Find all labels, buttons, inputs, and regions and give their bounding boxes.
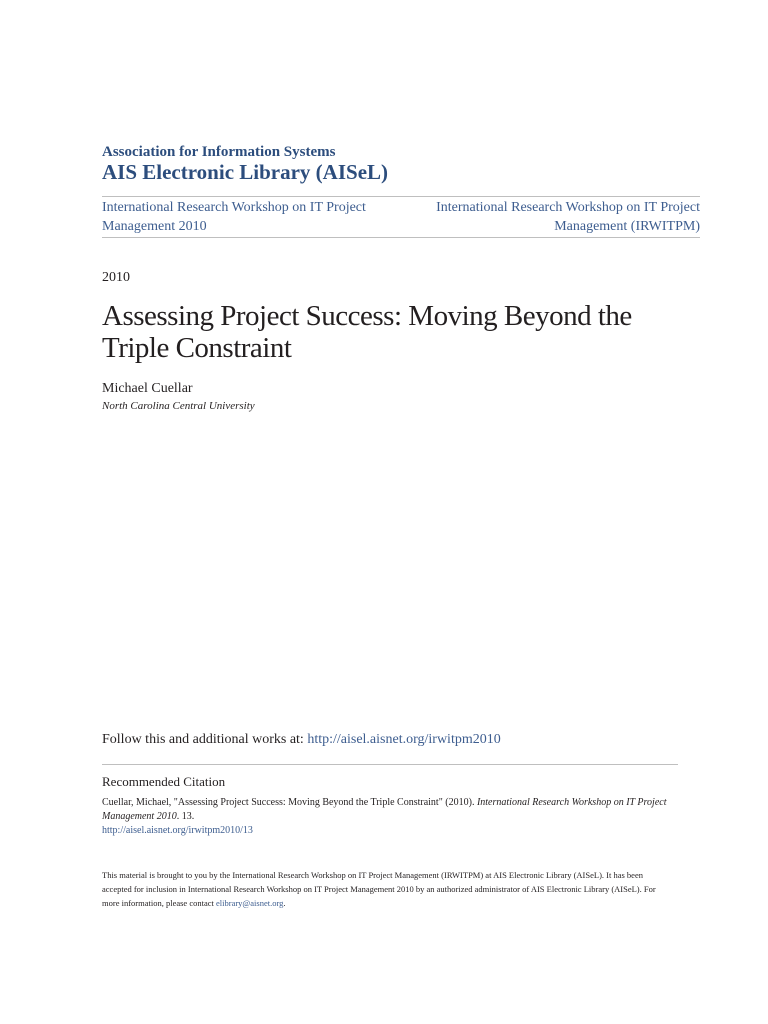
follow-line bbox=[102, 732, 501, 748]
paper-title-line2: Triple Constraint bbox=[102, 332, 292, 364]
citation-divider bbox=[102, 764, 678, 765]
organization-name: Association for Information Systems bbox=[102, 144, 336, 160]
follow-url-link[interactable]: http://aisel.aisnet.org/irwitpm2010 bbox=[307, 732, 501, 747]
follow-text: Follow this and additional works at: bbox=[102, 732, 308, 747]
contact-email-link[interactable]: elibrary@aisnet.org bbox=[216, 898, 284, 908]
author-name: Michael Cuellar bbox=[102, 381, 193, 396]
citation-body bbox=[102, 796, 672, 838]
collection-link-left[interactable] bbox=[102, 198, 402, 236]
citation-suffix: . 13. bbox=[176, 811, 195, 822]
library-name-link[interactable]: AIS Electronic Library (AISeL) bbox=[102, 160, 389, 184]
collections-divider bbox=[102, 237, 700, 238]
publication-year: 2010 bbox=[102, 270, 130, 285]
citation-url-link[interactable]: http://aisel.aisnet.org/irwitpm2010/13 bbox=[102, 825, 253, 836]
paper-title bbox=[102, 300, 662, 364]
top-divider bbox=[102, 196, 700, 197]
collection-right-line2[interactable]: Management (IRWITPM) bbox=[554, 219, 700, 234]
author-affiliation: North Carolina Central University bbox=[102, 400, 255, 412]
paper-title-line1: Assessing Project Success: Moving Beyond the bbox=[102, 300, 632, 332]
access-notice bbox=[102, 868, 672, 910]
citation-heading: Recommended Citation bbox=[102, 774, 226, 789]
collection-link-right[interactable] bbox=[400, 198, 700, 236]
citation-venue: International Research Workshop on IT Project Management 2010 bbox=[102, 797, 667, 822]
collection-left-line1[interactable]: International Research Workshop on IT Project bbox=[102, 200, 366, 215]
citation-text: Cuellar, Michael, "Assessing Project Success: Moving Beyond the Triple Constraint" (2010). bbox=[102, 797, 477, 808]
notice-end: . bbox=[283, 898, 286, 908]
notice-text: This material is brought to you by the International Research Workshop on IT Project Management (IRWITPM) at AIS Electronic Library (AISeL). It has been accepted for inclusion in International Research Workshop on IT Project Management 2010 by an authorized administrator of AIS Electronic Library (AISeL). For more information, please contact bbox=[102, 870, 656, 908]
collection-right-line1[interactable]: International Research Workshop on IT Project bbox=[436, 200, 700, 215]
collection-left-line2[interactable]: Management 2010 bbox=[102, 219, 207, 234]
